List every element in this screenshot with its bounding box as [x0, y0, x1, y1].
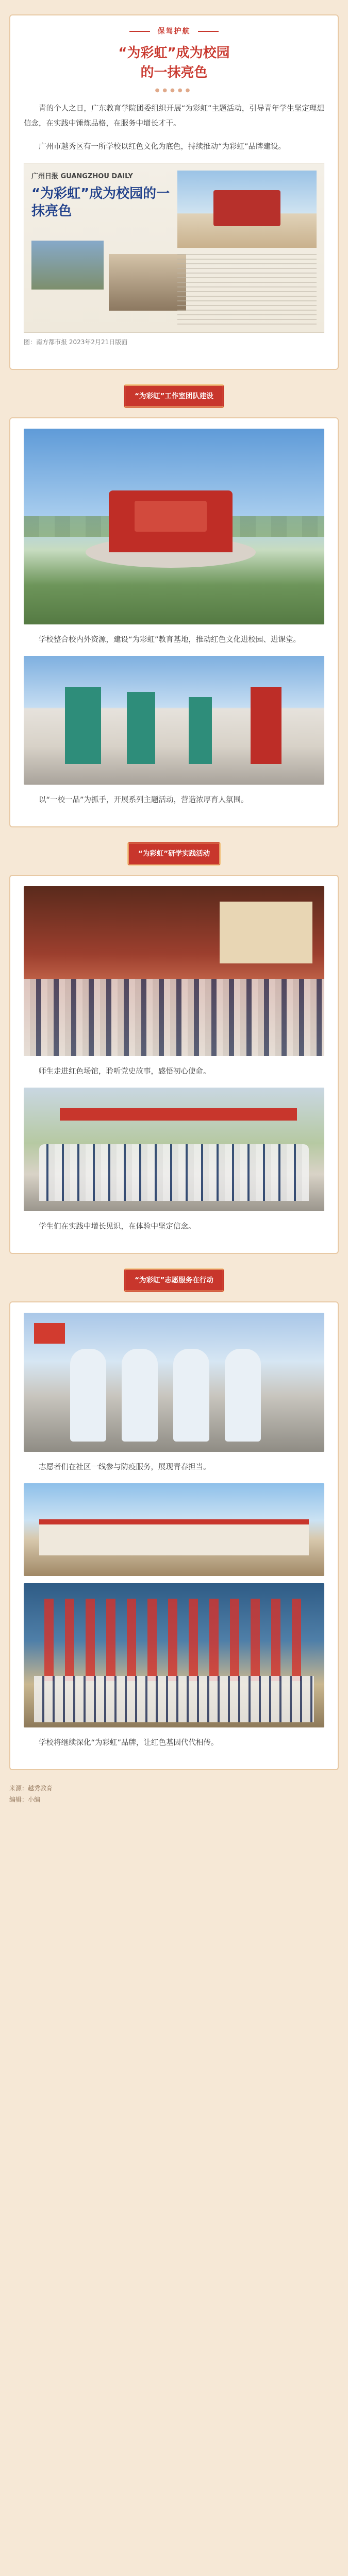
school-wall [39, 1519, 309, 1555]
section-1-card [9, 417, 339, 827]
section-2-header [105, 842, 244, 866]
school-stripe [39, 1519, 309, 1524]
section-3-header [105, 1268, 244, 1292]
series-bar-right [198, 31, 219, 32]
title-divider: ●●●●● [155, 88, 193, 93]
intro-paragraph-1: 青的个人之日，广东教育学院团委组织开展“为彩虹”主题活动，引导青年学生坚定理想信念，在实践中锤炼品格，在服务中增长才干。 [24, 105, 324, 128]
page-title [24, 43, 324, 82]
credit-editor: 编辑：小编 [9, 1796, 41, 1803]
intro-paragraph-2: 广州市越秀区有一所学校以红色文化为底色，持续推动“为彩虹”品牌建设。 [39, 143, 286, 151]
students-photo [24, 1583, 324, 1727]
section-3-paragraph-1: 志愿者们在社区一线参与防疫服务，展现青春担当。 [39, 1463, 211, 1471]
section-2-paragraph-2: 学生们在实践中增长见识，在体验中坚定信念。 [39, 1223, 196, 1231]
group-people [39, 1144, 309, 1201]
volunteer-2 [122, 1349, 158, 1442]
series-label: 保驾护航 [157, 27, 191, 36]
courtyard-photo [24, 656, 324, 785]
red-monument-shape [213, 190, 280, 226]
title-line-1: “为彩虹”成为校园 [118, 45, 230, 61]
section-3-label: “为彩虹”志愿服务在行动 [124, 1268, 224, 1292]
section-2-paragraph-1: 师生走进红色场馆，聆听党史故事，感悟初心使命。 [39, 1067, 211, 1076]
newspaper-photo-main [177, 171, 317, 248]
hall-crowd [24, 979, 324, 1056]
volunteer-3 [173, 1349, 209, 1442]
section-2-label: “为彩虹”研学实践活动 [127, 842, 221, 866]
volunteer-1 [70, 1349, 106, 1442]
section-1-paragraph-2: 以“一校一品”为抓手，开展系列主题活动，营造浓厚育人氛围。 [39, 796, 248, 804]
group-photo [24, 1088, 324, 1211]
section-3-card [9, 1301, 339, 1770]
courtyard-panel-3 [189, 697, 212, 764]
credits [9, 1783, 339, 1805]
section-3-paragraph-2: 学校将继续深化“为彩虹”品牌，让红色基因代代相传。 [39, 1739, 219, 1747]
students-flags [44, 1599, 304, 1681]
newspaper-headline: “为彩虹”成为校园的一抹亮色 [31, 186, 170, 219]
newspaper-caption: 图：南方都市报 2023年2月21日版面 [24, 338, 128, 346]
school-photo [24, 1483, 324, 1576]
intro-card [9, 14, 339, 370]
section-1-header [105, 384, 244, 408]
newspaper-photo-2 [31, 241, 104, 290]
courtyard-panel-2 [127, 692, 155, 764]
newspaper-masthead: 广州日报 GUANGZHOU DAILY [31, 173, 133, 180]
courtyard-panel-1 [65, 687, 101, 764]
courtyard-panel-4 [251, 687, 281, 764]
credit-source: 来源：越秀教育 [9, 1785, 53, 1792]
section-1-paragraph-1: 学校整合校内外资源，建设“为彩虹”教育基地，推动红色文化进校园、进课堂。 [39, 636, 301, 644]
group-banner [60, 1108, 297, 1121]
newspaper-text-columns [177, 254, 317, 326]
series-tag [24, 26, 324, 36]
hall-visit-photo [24, 886, 324, 1056]
section-1-label: “为彩虹”工作室团队建设 [124, 384, 224, 408]
monument-photo [24, 429, 324, 624]
series-bar-left [129, 31, 150, 32]
section-2-card [9, 875, 339, 1254]
volunteer-4 [225, 1349, 261, 1442]
volunteer-flag [34, 1323, 65, 1344]
title-line-2: 的一抹亮色 [140, 65, 208, 80]
hall-exhibit [220, 902, 312, 963]
newspaper-photo-3 [109, 254, 186, 311]
students-group [34, 1676, 314, 1722]
newspaper-image [24, 163, 324, 333]
monument-wall [109, 490, 233, 552]
volunteer-ppe-photo [24, 1313, 324, 1452]
